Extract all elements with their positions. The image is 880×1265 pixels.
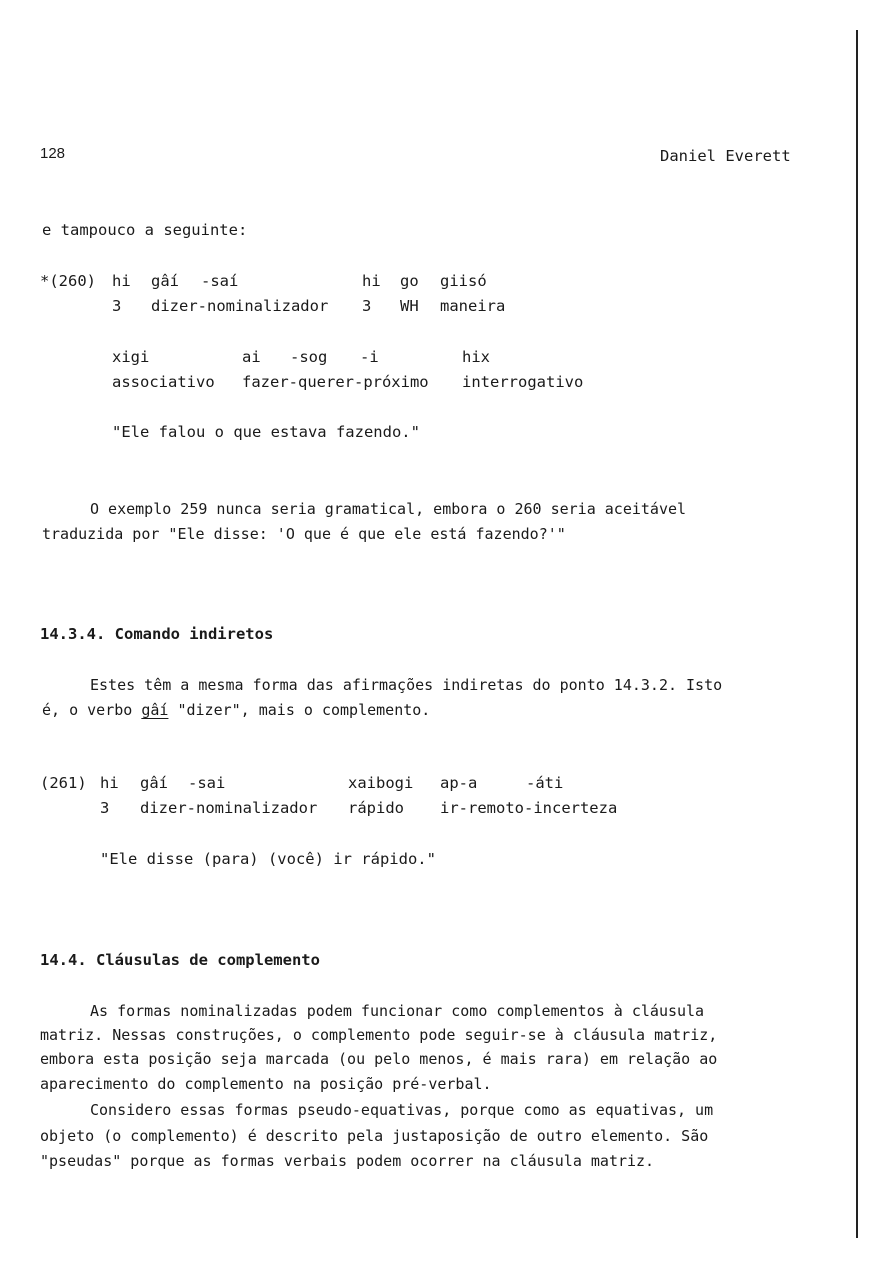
morpheme: go xyxy=(400,272,419,290)
morpheme: -i xyxy=(360,348,379,366)
gloss: ir-remoto-incerteza xyxy=(440,799,618,817)
paragraph-line: "pseudas" porque as formas verbais podem ocorrer na cláusula matriz. xyxy=(40,1152,655,1170)
morpheme: -sai xyxy=(188,774,226,792)
gloss: maneira xyxy=(440,297,506,315)
morpheme: giisó xyxy=(440,272,487,290)
morpheme: hi xyxy=(112,272,131,290)
page-edge-rule xyxy=(856,30,858,1238)
page-number: 128 xyxy=(40,145,66,162)
paragraph-line: Estes têm a mesma forma das afirmações indiretas do ponto 14.3.2. Isto xyxy=(90,676,723,694)
gloss: WH xyxy=(400,297,419,315)
intro-line: e tampouco a seguinte: xyxy=(42,221,248,239)
paragraph-line: aparecimento do complemento na posição pré-verbal. xyxy=(40,1075,492,1093)
morpheme: -saí xyxy=(201,272,239,290)
paragraph-line xyxy=(42,703,430,718)
paragraph-line: Considero essas formas pseudo-equativas, porque como as equativas, um xyxy=(90,1101,714,1119)
morpheme: ai xyxy=(242,348,261,366)
morpheme: xaibogi xyxy=(348,774,414,792)
paragraph-line: embora esta posição seja marcada (ou pelo menos, é mais rara) em relação ao xyxy=(40,1050,718,1068)
gloss: dizer-nominalizador xyxy=(151,297,329,315)
morpheme: hix xyxy=(462,348,490,366)
gloss: dizer-nominalizador xyxy=(140,799,318,817)
morpheme: hi xyxy=(362,272,381,290)
paragraph-text: é, o verbo xyxy=(42,701,142,719)
example-translation: "Ele disse (para) (você) ir rápido." xyxy=(100,850,436,868)
gloss: 3 xyxy=(362,297,372,315)
running-head-author: Daniel Everett xyxy=(660,147,791,165)
morpheme: hi xyxy=(100,774,119,792)
paragraph-line: As formas nominalizadas podem funcionar como complementos à cláusula xyxy=(90,1002,705,1020)
paragraph-text: "dizer", mais o complemento. xyxy=(168,701,431,719)
paragraph-line: matriz. Nessas construções, o complemento pode seguir-se à cláusula matriz, xyxy=(40,1026,718,1044)
gloss: fazer-querer-próximo xyxy=(242,373,429,391)
example-translation: "Ele falou o que estava fazendo." xyxy=(112,423,420,441)
example-number: (261) xyxy=(40,774,87,792)
morpheme: ap-a xyxy=(440,774,478,792)
morpheme: gâí xyxy=(151,272,179,290)
underlined-term: gâí xyxy=(141,701,169,719)
morpheme: -áti xyxy=(526,774,564,792)
gloss: interrogativo xyxy=(462,373,584,391)
example-number: *(260) xyxy=(40,272,96,290)
gloss: 3 xyxy=(112,297,122,315)
gloss: associativo xyxy=(112,373,215,391)
paragraph-line: O exemplo 259 nunca seria gramatical, embora o 260 seria aceitável xyxy=(90,500,687,518)
paragraph-line: objeto (o complemento) é descrito pela justaposição de outro elemento. São xyxy=(40,1127,709,1145)
morpheme: gâí xyxy=(140,774,168,792)
morpheme: xigi xyxy=(112,348,150,366)
gloss: 3 xyxy=(100,799,110,817)
morpheme: -sog xyxy=(290,348,328,366)
gloss: rápido xyxy=(348,799,404,817)
section-heading: 14.4. Cláusulas de complemento xyxy=(40,951,320,969)
paragraph-line: traduzida por "Ele disse: 'O que é que ele está fazendo?'" xyxy=(42,525,566,543)
section-heading: 14.3.4. Comando indiretos xyxy=(40,625,274,643)
